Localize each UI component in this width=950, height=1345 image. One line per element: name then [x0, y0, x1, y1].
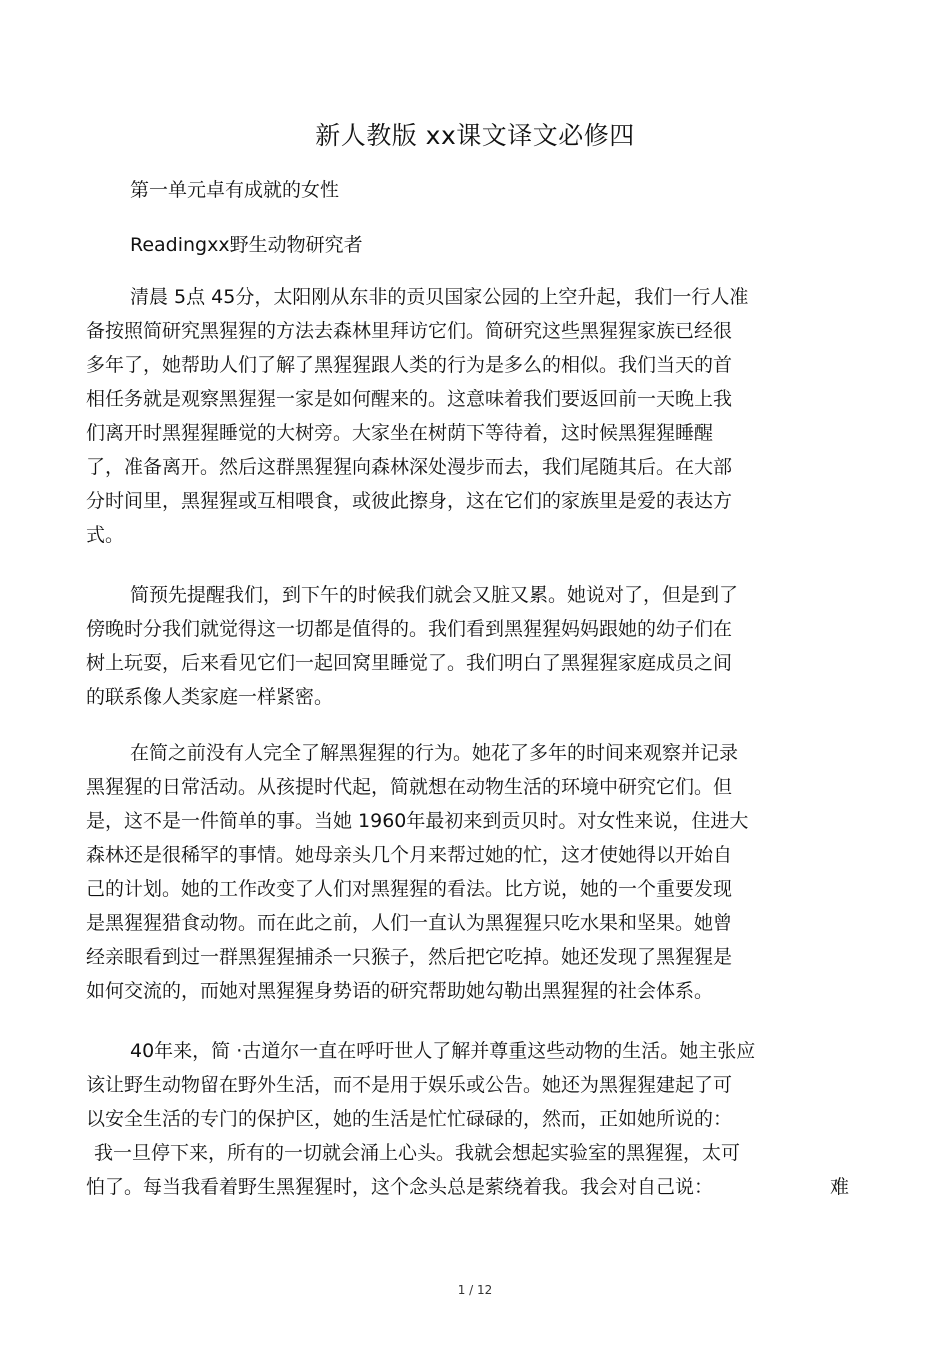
paragraph-line: 在简之前没有人完全了解黑猩猩的行为。她花了多年的时间来观察并记录: [130, 742, 739, 764]
paragraph-line-text: 怕了。每当我看着野生黑猩猩时，这个念头总是萦绕着我。我会对自己说：: [86, 1176, 714, 1198]
paragraph-line: 简预先提醒我们，到下午的时候我们就会又脏又累。她说对了，但是到了: [130, 584, 739, 606]
paragraph-line: 森林还是很稀罕的事情。她母亲头几个月来帮过她的忙，这才使她得以开始自: [86, 844, 733, 866]
paragraph-1: [86, 280, 866, 552]
paragraph-line: 式。: [86, 524, 125, 546]
paragraph-line: 傍晚时分我们就觉得这一切都是值得的。我们看到黑猩猩妈妈跟她的幼子们在: [86, 618, 733, 640]
paragraph-line: 40年来，简 ·古道尔一直在呼吁世人了解并尊重这些动物的生活。她主张应: [130, 1040, 756, 1062]
reading-heading: Readingxx野生动物研究者: [130, 234, 363, 256]
paragraph-line: 分时间里，黑猩猩或互相喂食，或彼此擦身，这在它们的家族里是爱的表达方: [86, 490, 733, 512]
paragraph-line-with-tail: [86, 1170, 866, 1204]
paragraph-line: 相任务就是观察黑猩猩一家是如何醒来的。这意味着我们要返回前一天晚上我: [86, 388, 733, 410]
unit-heading: 第一单元卓有成就的女性: [130, 179, 340, 201]
paragraph-line: 如何交流的，而她对黑猩猩身势语的研究帮助她勾勒出黑猩猩的社会体系。: [86, 980, 714, 1002]
paragraph-line: 是黑猩猩猎食动物。而在此之前，人们一直认为黑猩猩只吃水果和坚果。她曾: [86, 912, 733, 934]
paragraph-3: [86, 736, 866, 1008]
paragraph-line: 以安全生活的专门的保护区，她的生活是忙忙碌碌的，然而，正如她所说的：: [86, 1108, 733, 1130]
paragraph-line: 树上玩耍，后来看见它们一起回窝里睡觉了。我们明白了黑猩猩家庭成员之间: [86, 652, 733, 674]
paragraph-line: 备按照简研究黑猩猩的方法去森林里拜访它们。简研究这些黑猩猩家族已经很: [86, 320, 733, 342]
paragraph-line: 们离开时黑猩猩睡觉的大树旁。大家坐在树荫下等待着，这时候黑猩猩睡醒: [86, 422, 714, 444]
paragraph-4: [86, 1034, 866, 1204]
paragraph-line: 清晨 5点 45分，太阳刚从东非的贡贝国家公园的上空升起，我们一行人准: [130, 286, 749, 308]
paragraph-2: [86, 578, 866, 714]
document-title: 新人教版 xx课文译文必修四: [315, 121, 635, 150]
page-number: 1 / 12: [457, 1283, 493, 1297]
paragraph-line: 经亲眼看到过一群黑猩猩捕杀一只猴子，然后把它吃掉。她还发现了黑猩猩是: [86, 946, 733, 968]
paragraph-tail-char: 难: [830, 1176, 850, 1198]
paragraph-line: 我一旦停下来，所有的一切就会涌上心头。我就会想起实验室的黑猩猩，太可: [94, 1142, 741, 1164]
paragraph-line: 己的计划。她的工作改变了人们对黑猩猩的看法。比方说，她的一个重要发现: [86, 878, 733, 900]
paragraph-line: 是，这不是一件简单的事。当她 1960年最初来到贡贝时。对女性来说，住进大: [86, 810, 749, 832]
paragraph-line: 的联系像人类家庭一样紧密。: [86, 686, 334, 708]
paragraph-line: 多年了，她帮助人们了解了黑猩猩跟人类的行为是多么的相似。我们当天的首: [86, 354, 733, 376]
paragraph-line: 了，准备离开。然后这群黑猩猩向森林深处漫步而去，我们尾随其后。在大部: [86, 456, 733, 478]
paragraph-line: 该让野生动物留在野外生活，而不是用于娱乐或公告。她还为黑猩猩建起了可: [86, 1074, 733, 1096]
paragraph-line: 黑猩猩的日常活动。从孩提时代起，简就想在动物生活的环境中研究它们。但: [86, 776, 733, 798]
